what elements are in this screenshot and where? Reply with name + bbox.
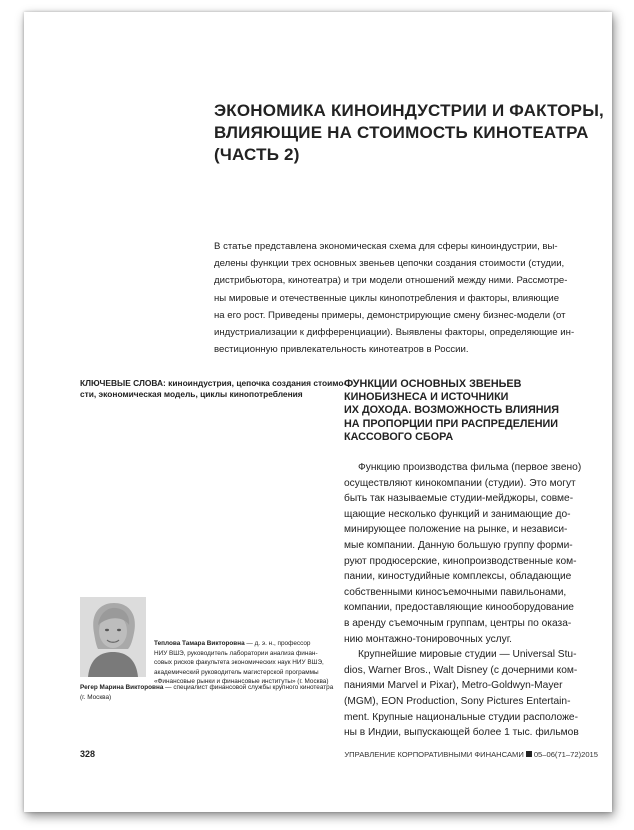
author-role: — д. э. н., профессор (244, 640, 311, 647)
keywords-line (80, 389, 340, 400)
section-heading-line: ИХ ДОХОДА. ВОЗМОЖНОСТЬ ВЛИЯНИЯ (344, 404, 560, 417)
journal-name: УПРАВЛЕНИЕ КОРПОРАТИВНЫМИ ФИНАНСАМИ (344, 750, 524, 759)
section-heading (344, 378, 604, 444)
body-line: быть так называемые студии-мейджоры, совме- (344, 493, 574, 505)
author-info (80, 683, 340, 702)
body-line: осуществляют кинокомпании (студии). Это могут (344, 477, 576, 489)
page-number: 328 (80, 749, 96, 759)
section-heading-line: КИНОБИЗНЕСА И ИСТОЧНИКИ (344, 391, 509, 404)
journal-issue: 05–06(71–72)2015 (533, 750, 598, 759)
body-line: мые компании. Данную большую группу форми- (344, 539, 573, 551)
author-name: Теплова Тамара Викторовна (154, 640, 245, 647)
author-line: (г. Москва) (80, 693, 112, 701)
author-line (154, 639, 339, 649)
author-line: НИУ ВШЭ, руководитель лаборатории анализа финан- (154, 649, 318, 657)
abstract-line: делены функции трех основных звеньев цепочки создания стоимости (студии, (214, 258, 565, 270)
body-line: пании, киностудийные комплексы, обладающие (344, 571, 572, 583)
body-line: паниями Marvel и Pixar), Metro-Goldwyn-Mayer (344, 680, 563, 692)
abstract-line: индустриализации к дифференциации). Выявлены факторы, определяющие ин- (214, 327, 575, 339)
journal-page (24, 12, 612, 812)
abstract-line: на его рост. Приведены примеры, демонстрирующие смену бизнес-модели (от (214, 309, 566, 321)
keywords (80, 378, 347, 400)
body-line: нию монтажно-тонировочных услуг. (344, 633, 512, 645)
author-role: — специалист финансовой службы крупного кинотеатра (163, 684, 334, 691)
author-info (154, 639, 339, 687)
keywords-label: КЛЮЧЕВЫЕ СЛОВА: (80, 378, 166, 388)
author-name: Регер Марина Викторовна (80, 684, 164, 691)
body-line: Крупнейшие мировые студии — Universal Stu- (358, 649, 577, 661)
abstract (214, 238, 584, 358)
body-line: ment. Крупные национальные студии расположе- (344, 711, 578, 723)
article-title (214, 100, 604, 166)
author-line (80, 683, 340, 693)
author-line: совых рисков факультета экономических наук НИУ ВШЭ, (154, 659, 324, 667)
body-line: щающие несколько функций и занимающие до- (344, 508, 571, 520)
body-line: в аренду съемочным группам, центры по оказа- (344, 617, 572, 629)
title-line: ВЛИЯЮЩИЕ НА СТОИМОСТЬ КИНОТЕАТРА (214, 123, 589, 142)
body-line: (MGM), EON Production, Sony Pictures Entertain- (344, 695, 571, 707)
body-line: минирующее положение на рынке, и независи- (344, 524, 568, 536)
section-heading-line: КАССОВОГО СБОРА (344, 430, 454, 443)
body-line: Функцию производства фильма (первое звено) (358, 462, 582, 473)
keywords-text: киноиндустрия, цепочка создания стоимо- (168, 378, 347, 388)
square-bullet-icon (526, 751, 532, 757)
section-heading-line: ФУНКЦИИ ОСНОВНЫХ ЗВЕНЬЕВ (344, 378, 522, 390)
body-line: dios, Warner Bros., Walt Disney (с дочерними ком- (344, 664, 578, 676)
abstract-line: вестиционную привлекательность кинотеатров в России. (214, 344, 469, 356)
section-heading-line: НА ПРОПОРЦИИ ПРИ РАСПРЕДЕЛЕНИИ (344, 417, 559, 430)
keywords-line (80, 378, 347, 389)
abstract-line: ны мировые и отечественные циклы кинопотребления и факторы, влияющие (214, 292, 560, 304)
author-photo (80, 597, 146, 677)
abstract-line: В статье представлена экономическая схема для сферы киноиндустрии, вы- (214, 241, 558, 252)
keywords-text: сти, экономическая модель, циклы кинопотребления (80, 389, 303, 399)
title-line: (ЧАСТЬ 2) (214, 145, 300, 164)
body-line: компании, предоставляющие кинооборудование (344, 602, 574, 614)
body-line: руют продюсерские, кинопроизводственные ком- (344, 555, 577, 567)
body-line: собственными киносъемочными павильонами, (344, 586, 567, 598)
body-line: ны в Индии, выпускающей более 1 тыс. фильмов (344, 727, 579, 739)
journal-footer (344, 750, 598, 759)
author-line: академический руководитель магистерской программы (154, 668, 319, 676)
abstract-line: дистрибьютора, кинотеатра) и три модели отношений между ними. Рассмотре- (214, 275, 568, 287)
author-line: «Финансовые рынки и финансовые институты» (г. Москва) (154, 678, 329, 686)
body-text (344, 460, 606, 741)
title-line: ЭКОНОМИКА КИНОИНДУСТРИИ И ФАКТОРЫ, (214, 101, 604, 120)
